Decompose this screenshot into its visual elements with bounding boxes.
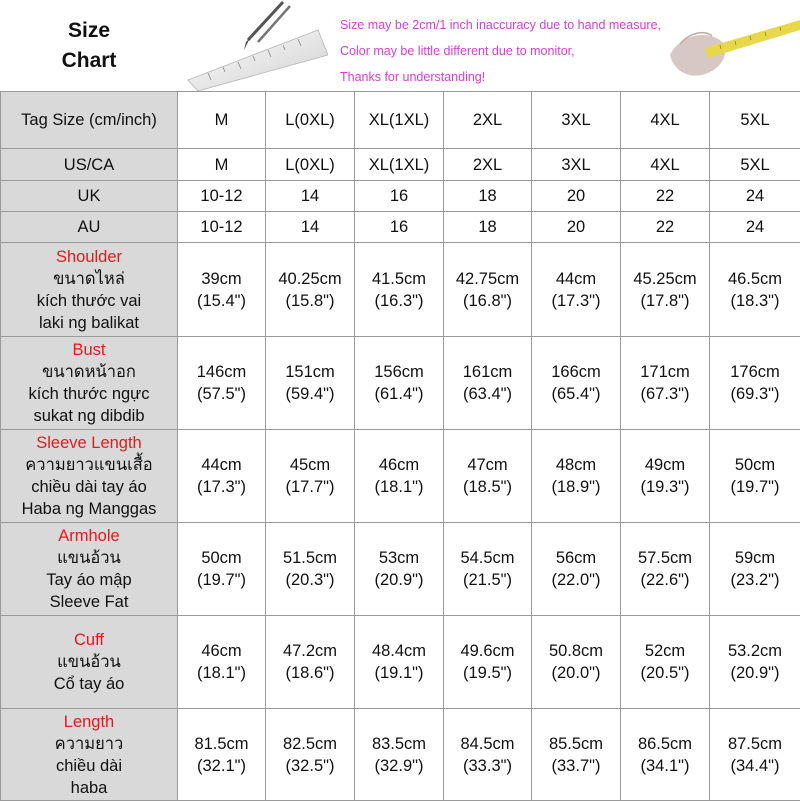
table-cell bbox=[178, 337, 266, 430]
measurement-name: Sleeve Length bbox=[1, 432, 177, 454]
chart-title-line-1: Size bbox=[68, 16, 110, 46]
measurement-translation: แขนอ้วน bbox=[1, 651, 177, 673]
table-cell bbox=[621, 430, 710, 523]
table-cell bbox=[355, 430, 444, 523]
measurement-translation: laki ng balikat bbox=[1, 312, 177, 334]
value-cm: 87.5cm bbox=[710, 733, 800, 755]
value-cm: 45cm bbox=[266, 454, 354, 476]
measurement-translation: แขนอ้วน bbox=[1, 547, 177, 569]
value-cm: 49cm bbox=[621, 454, 709, 476]
row-label-tag-size: Tag Size (cm/inch) bbox=[1, 92, 178, 149]
note-color-difference: Color may be little different due to monitor, bbox=[340, 38, 661, 64]
table-cell bbox=[621, 243, 710, 337]
table-cell bbox=[178, 243, 266, 337]
chart-header bbox=[0, 0, 800, 91]
value-inch: (19.1") bbox=[355, 662, 443, 684]
table-cell bbox=[266, 709, 355, 801]
table-cell bbox=[178, 616, 266, 709]
table-cell bbox=[266, 616, 355, 709]
row-label-measurement bbox=[1, 430, 178, 523]
value-cm: 52cm bbox=[621, 640, 709, 662]
value-inch: (16.8") bbox=[444, 290, 531, 312]
value-inch: (18.1") bbox=[178, 662, 265, 684]
table-cell: 14 bbox=[266, 181, 355, 212]
disclaimer-notes bbox=[340, 12, 661, 90]
value-inch: (18.9") bbox=[532, 476, 620, 498]
value-cm: 86.5cm bbox=[621, 733, 709, 755]
value-cm: 46cm bbox=[178, 640, 265, 662]
table-cell: 22 bbox=[621, 181, 710, 212]
value-inch: (20.3") bbox=[266, 569, 354, 591]
value-inch: (18.3") bbox=[710, 290, 800, 312]
value-cm: 83.5cm bbox=[355, 733, 443, 755]
table-cell bbox=[532, 337, 621, 430]
value-cm: 46cm bbox=[355, 454, 443, 476]
value-inch: (21.5") bbox=[444, 569, 531, 591]
row-label-measurement bbox=[1, 709, 178, 801]
table-row-us-ca bbox=[1, 149, 800, 181]
value-cm: 54.5cm bbox=[444, 547, 531, 569]
row-label-measurement bbox=[1, 523, 178, 616]
value-cm: 48.4cm bbox=[355, 640, 443, 662]
value-inch: (18.5") bbox=[444, 476, 531, 498]
measurement-translation: sukat ng dibdib bbox=[1, 405, 177, 427]
value-inch: (34.4") bbox=[710, 755, 800, 777]
value-inch: (20.9") bbox=[355, 569, 443, 591]
value-cm: 171cm bbox=[621, 361, 709, 383]
measurement-translation: ความยาวแขนเสื้อ bbox=[1, 454, 177, 476]
table-cell: 24 bbox=[710, 181, 800, 212]
value-cm: 53cm bbox=[355, 547, 443, 569]
measurement-translation: chiều dài bbox=[1, 755, 177, 777]
value-inch: (69.3") bbox=[710, 383, 800, 405]
table-cell: 2XL bbox=[444, 149, 532, 181]
note-thanks: Thanks for understanding! bbox=[340, 64, 661, 90]
table-cell bbox=[178, 709, 266, 801]
measurement-name: Armhole bbox=[1, 525, 177, 547]
table-row-au bbox=[1, 212, 800, 243]
value-cm: 161cm bbox=[444, 361, 531, 383]
value-inch: (19.7") bbox=[178, 569, 265, 591]
table-cell bbox=[444, 523, 532, 616]
value-inch: (17.3") bbox=[178, 476, 265, 498]
table-row-measurement bbox=[1, 430, 800, 523]
table-cell: 5XL bbox=[710, 92, 800, 149]
value-inch: (23.2") bbox=[710, 569, 800, 591]
table-cell: 18 bbox=[444, 181, 532, 212]
measurement-name: Bust bbox=[1, 339, 177, 361]
table-cell bbox=[532, 430, 621, 523]
value-cm: 166cm bbox=[532, 361, 620, 383]
table-cell bbox=[266, 430, 355, 523]
measurement-name: Cuff bbox=[1, 629, 177, 651]
value-cm: 146cm bbox=[178, 361, 265, 383]
table-row-uk bbox=[1, 181, 800, 212]
value-inch: (16.3") bbox=[355, 290, 443, 312]
table-cell bbox=[444, 616, 532, 709]
value-cm: 48cm bbox=[532, 454, 620, 476]
table-cell: 4XL bbox=[621, 92, 710, 149]
value-inch: (17.8") bbox=[621, 290, 709, 312]
measurement-translation: ขนาดไหล่ bbox=[1, 268, 177, 290]
table-cell bbox=[178, 523, 266, 616]
table-cell: 16 bbox=[355, 212, 444, 243]
value-cm: 41.5cm bbox=[355, 268, 443, 290]
value-inch: (63.4") bbox=[444, 383, 531, 405]
value-inch: (65.4") bbox=[532, 383, 620, 405]
table-cell: M bbox=[178, 92, 266, 149]
value-cm: 46.5cm bbox=[710, 268, 800, 290]
table-cell bbox=[355, 337, 444, 430]
table-cell bbox=[710, 523, 800, 616]
table-cell bbox=[444, 337, 532, 430]
table-row-measurement bbox=[1, 709, 800, 801]
table-cell: 10-12 bbox=[178, 181, 266, 212]
table-row-measurement bbox=[1, 523, 800, 616]
value-inch: (32.5") bbox=[266, 755, 354, 777]
table-row-measurement bbox=[1, 616, 800, 709]
value-cm: 50.8cm bbox=[532, 640, 620, 662]
ruler-pen-illustration bbox=[178, 0, 328, 91]
table-cell bbox=[621, 709, 710, 801]
table-cell bbox=[710, 709, 800, 801]
table-cell bbox=[355, 616, 444, 709]
measurement-translation: kích thước ngực bbox=[1, 383, 177, 405]
table-cell: 20 bbox=[532, 212, 621, 243]
measurement-translation: kích thước vai bbox=[1, 290, 177, 312]
value-cm: 40.25cm bbox=[266, 268, 354, 290]
table-row-measurement bbox=[1, 243, 800, 337]
measurement-translation: Cổ tay áo bbox=[1, 673, 177, 695]
value-cm: 59cm bbox=[710, 547, 800, 569]
row-label-measurement bbox=[1, 616, 178, 709]
table-cell bbox=[266, 523, 355, 616]
value-inch: (17.3") bbox=[532, 290, 620, 312]
value-inch: (33.7") bbox=[532, 755, 620, 777]
value-cm: 156cm bbox=[355, 361, 443, 383]
value-inch: (32.1") bbox=[178, 755, 265, 777]
table-cell: XL(1XL) bbox=[355, 92, 444, 149]
table-cell: M bbox=[178, 149, 266, 181]
row-label-us-ca: US/CA bbox=[1, 149, 178, 181]
value-inch: (19.7") bbox=[710, 476, 800, 498]
table-cell bbox=[532, 616, 621, 709]
value-inch: (22.6") bbox=[621, 569, 709, 591]
row-label-measurement bbox=[1, 243, 178, 337]
table-cell: 14 bbox=[266, 212, 355, 243]
value-inch: (20.0") bbox=[532, 662, 620, 684]
measurement-translation: Sleeve Fat bbox=[1, 591, 177, 613]
value-cm: 47cm bbox=[444, 454, 531, 476]
table-row-measurement bbox=[1, 337, 800, 430]
table-cell: 22 bbox=[621, 212, 710, 243]
value-cm: 42.75cm bbox=[444, 268, 531, 290]
table-cell: 18 bbox=[444, 212, 532, 243]
table-cell: L(0XL) bbox=[266, 92, 355, 149]
table-cell bbox=[532, 523, 621, 616]
row-label-measurement bbox=[1, 337, 178, 430]
table-cell bbox=[621, 523, 710, 616]
table-cell: 2XL bbox=[444, 92, 532, 149]
value-cm: 50cm bbox=[710, 454, 800, 476]
row-label-uk: UK bbox=[1, 181, 178, 212]
table-cell bbox=[710, 337, 800, 430]
table-cell bbox=[266, 243, 355, 337]
value-inch: (19.5") bbox=[444, 662, 531, 684]
value-cm: 44cm bbox=[532, 268, 620, 290]
table-cell: 24 bbox=[710, 212, 800, 243]
value-cm: 82.5cm bbox=[266, 733, 354, 755]
table-cell: 10-12 bbox=[178, 212, 266, 243]
value-inch: (18.1") bbox=[355, 476, 443, 498]
value-cm: 151cm bbox=[266, 361, 354, 383]
measurement-translation: haba bbox=[1, 777, 177, 799]
value-inch: (15.4") bbox=[178, 290, 265, 312]
table-cell bbox=[532, 243, 621, 337]
value-inch: (17.7") bbox=[266, 476, 354, 498]
value-cm: 176cm bbox=[710, 361, 800, 383]
value-inch: (34.1") bbox=[621, 755, 709, 777]
value-inch: (19.3") bbox=[621, 476, 709, 498]
table-cell bbox=[444, 709, 532, 801]
table-cell: 20 bbox=[532, 181, 621, 212]
measurement-translation: ขนาดหน้าอก bbox=[1, 361, 177, 383]
value-inch: (32.9") bbox=[355, 755, 443, 777]
table-cell bbox=[178, 430, 266, 523]
value-inch: (18.6") bbox=[266, 662, 354, 684]
table-cell: 4XL bbox=[621, 149, 710, 181]
table-cell bbox=[444, 243, 532, 337]
value-cm: 39cm bbox=[178, 268, 265, 290]
measurement-translation: chiều dài tay áo bbox=[1, 476, 177, 498]
value-inch: (57.5") bbox=[178, 383, 265, 405]
value-inch: (15.8") bbox=[266, 290, 354, 312]
value-cm: 49.6cm bbox=[444, 640, 531, 662]
chart-title bbox=[0, 0, 178, 91]
value-cm: 84.5cm bbox=[444, 733, 531, 755]
table-cell bbox=[710, 430, 800, 523]
measurement-translation: Tay áo mập bbox=[1, 569, 177, 591]
note-hand-measure: Size may be 2cm/1 inch inaccuracy due to hand measure, bbox=[340, 12, 661, 38]
measurement-name: Shoulder bbox=[1, 246, 177, 268]
value-cm: 50cm bbox=[178, 547, 265, 569]
table-cell bbox=[266, 337, 355, 430]
value-cm: 47.2cm bbox=[266, 640, 354, 662]
value-cm: 56cm bbox=[532, 547, 620, 569]
table-cell: 16 bbox=[355, 181, 444, 212]
table-cell bbox=[532, 709, 621, 801]
value-inch: (20.9") bbox=[710, 662, 800, 684]
table-cell bbox=[355, 709, 444, 801]
value-inch: (67.3") bbox=[621, 383, 709, 405]
table-row-tag-size bbox=[1, 92, 800, 149]
value-cm: 45.25cm bbox=[621, 268, 709, 290]
table-cell bbox=[355, 523, 444, 616]
table-cell bbox=[621, 337, 710, 430]
table-cell bbox=[710, 616, 800, 709]
table-cell bbox=[444, 430, 532, 523]
value-inch: (61.4") bbox=[355, 383, 443, 405]
value-cm: 57.5cm bbox=[621, 547, 709, 569]
value-cm: 81.5cm bbox=[178, 733, 265, 755]
table-cell: 3XL bbox=[532, 92, 621, 149]
measurement-name: Length bbox=[1, 711, 177, 733]
measurement-translation: Haba ng Manggas bbox=[1, 498, 177, 520]
value-inch: (20.5") bbox=[621, 662, 709, 684]
row-label-au: AU bbox=[1, 212, 178, 243]
table-cell: 5XL bbox=[710, 149, 800, 181]
table-cell: XL(1XL) bbox=[355, 149, 444, 181]
value-cm: 53.2cm bbox=[710, 640, 800, 662]
chart-title-line-2: Chart bbox=[62, 46, 117, 76]
value-cm: 51.5cm bbox=[266, 547, 354, 569]
value-inch: (22.0") bbox=[532, 569, 620, 591]
value-cm: 44cm bbox=[178, 454, 265, 476]
size-table bbox=[0, 91, 800, 801]
value-inch: (33.3") bbox=[444, 755, 531, 777]
table-cell bbox=[621, 616, 710, 709]
table-cell: L(0XL) bbox=[266, 149, 355, 181]
table-cell bbox=[710, 243, 800, 337]
value-cm: 85.5cm bbox=[532, 733, 620, 755]
table-cell bbox=[355, 243, 444, 337]
table-cell: 3XL bbox=[532, 149, 621, 181]
hand-measuring-tape-illustration bbox=[650, 0, 800, 91]
measurement-translation: ความยาว bbox=[1, 733, 177, 755]
value-inch: (59.4") bbox=[266, 383, 354, 405]
